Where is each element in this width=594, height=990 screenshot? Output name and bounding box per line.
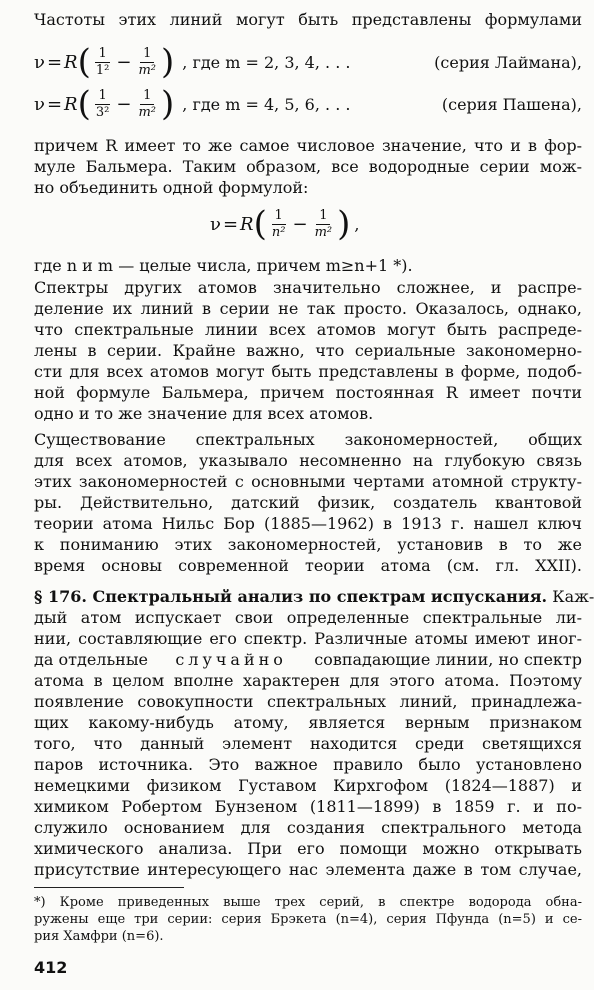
right-paren: )	[337, 204, 351, 244]
right-paren: )	[161, 42, 175, 82]
fraction	[135, 46, 159, 79]
fraction	[312, 208, 336, 241]
left-paren: (	[253, 204, 267, 244]
text-line: лены в серии. Крайне важно, что сериальные закономерно-	[34, 341, 582, 360]
page-number: 412	[34, 958, 68, 977]
fraction	[135, 88, 159, 121]
text-line: муле Бальмера. Таким образом, все водородные серии мож-	[34, 157, 582, 176]
text-line: этих закономерностей с основными чертами атомной структу-	[34, 472, 582, 491]
numerator: 1	[316, 208, 330, 225]
formula-tail: ,	[354, 214, 360, 234]
text-fragment: Каж-	[547, 587, 594, 606]
nu-symbol: ν	[34, 51, 45, 73]
text-line: химиком Робертом Бунзеном (1811—1899) в 1859 г. и по-	[34, 797, 582, 816]
equals-sign: =	[46, 51, 63, 73]
text-line	[34, 650, 582, 670]
numerator: 1	[95, 46, 109, 63]
footnote-rule	[34, 887, 184, 888]
denominator: m²	[138, 104, 156, 120]
minus-sign: −	[116, 51, 132, 73]
text-fragment: совпадающие линии, но спектр	[314, 650, 582, 669]
left-paren: (	[77, 84, 91, 124]
text-line: что спектральные линии всех атомов могут быть распреде-	[34, 320, 582, 339]
text-line: нии, составляющие его спектр. Различные атомы имеют иног-	[34, 629, 582, 648]
formula-lyman	[34, 38, 582, 86]
nu-symbol: ν	[210, 213, 221, 235]
text-line: появление совокупности спектральных линий, принадлежа-	[34, 692, 582, 711]
text-line: причем R имеет то же самое числовое значение, что и в фор-	[34, 136, 582, 155]
equals-sign: =	[46, 93, 63, 115]
text-line: где n и m — целые числа, причем m≥n+1 *).	[34, 256, 413, 275]
fraction	[93, 88, 112, 121]
numerator: 1	[95, 88, 109, 105]
text-line: деление их линий в серии не так просто. Оказалось, однако,	[34, 299, 582, 318]
section-heading-line	[34, 587, 594, 607]
fraction	[93, 46, 112, 79]
formula-general	[210, 200, 359, 248]
numerator: 1	[140, 46, 154, 63]
fraction	[269, 208, 289, 241]
text-line: но объединить одной формулой:	[34, 178, 309, 197]
footnote-line: *) Кроме приведенных выше трех серий, в спектре водорода обна-	[34, 895, 582, 910]
series-name: (серия Пашена),	[441, 94, 582, 114]
denominator: 1²	[95, 62, 110, 78]
denominator: 3²	[95, 104, 110, 120]
rydberg-symbol: R	[240, 213, 254, 235]
section-heading: § 176. Спектральный анализ по спектрам испускания.	[34, 587, 548, 606]
text-fragment: да отдельные	[34, 650, 149, 669]
denominator: n²	[271, 224, 286, 240]
denominator: m²	[314, 224, 333, 240]
text-line: для всех атомов, указывало несомненно на глубокую связь	[34, 451, 582, 470]
formula-condition: , где m = 2, 3, 4, . . .	[182, 52, 351, 72]
text-line: химического анализа. При его помощи можно открывать	[34, 839, 582, 858]
text-line: Частоты этих линий могут быть представлены формулами	[34, 10, 582, 29]
text-line: ры. Действительно, датский физик, создатель квантовой	[34, 493, 582, 512]
nu-symbol: ν	[34, 93, 45, 115]
text-line: сти для всех атомов могут быть представлены в форме, подоб-	[34, 362, 582, 381]
text-line: атома в целом вполне характерен для этого атома. Поэтому	[34, 671, 582, 690]
numerator: 1	[140, 88, 154, 105]
numerator: 1	[272, 208, 286, 225]
footnote-line: ружены еще три серии: серия Брэкета (n=4), серия Пфунда (n=5) и се-	[34, 912, 582, 927]
text-line: присутствие интересующего нас элемента даже в том случае,	[34, 860, 582, 879]
rydberg-symbol: R	[64, 93, 78, 115]
text-line: Существование спектральных закономерностей, общих	[34, 430, 582, 449]
footnote-line: рия Хамфри (n=6).	[34, 929, 164, 944]
series-name: (серия Лаймана),	[434, 52, 582, 72]
minus-sign: −	[292, 213, 308, 235]
minus-sign: −	[116, 93, 132, 115]
text-line: служило основанием для создания спектрального метода	[34, 818, 582, 837]
right-paren: )	[161, 84, 175, 124]
text-line: теории атома Нильс Бор (1885—1962) в 1913 г. нашел ключ	[34, 514, 582, 533]
left-paren: (	[77, 42, 91, 82]
text-line: время основы современной теории атома (см. гл. XXII).	[34, 556, 582, 575]
rydberg-symbol: R	[64, 51, 78, 73]
formula-condition: , где m = 4, 5, 6, . . .	[182, 94, 351, 114]
text-line: паров источника. Это важное правило было установлено	[34, 755, 582, 774]
text-line: Спектры других атомов значительно сложнее, и распре-	[34, 278, 582, 297]
text-line: к пониманию этих закономерностей, установив в то же	[34, 535, 582, 554]
denominator: m²	[138, 62, 156, 78]
text-line: немецкими физиком Густавом Кирхгофом (1824—1887) и	[34, 776, 582, 795]
text-line: щих какому-нибудь атому, является верным признаком	[34, 713, 582, 732]
formula-paschen	[34, 80, 582, 128]
equals-sign: =	[222, 213, 239, 235]
text-line: дый атом испускает свои определенные спектральные ли-	[34, 608, 582, 627]
emphasized-word: случайно	[175, 650, 287, 669]
text-line: того, что данный элемент находится среди светящихся	[34, 734, 582, 753]
text-line: ной формуле Бальмера, причем постоянная R имеет почти	[34, 383, 582, 402]
text-line: одно и то же значение для всех атомов.	[34, 404, 374, 423]
